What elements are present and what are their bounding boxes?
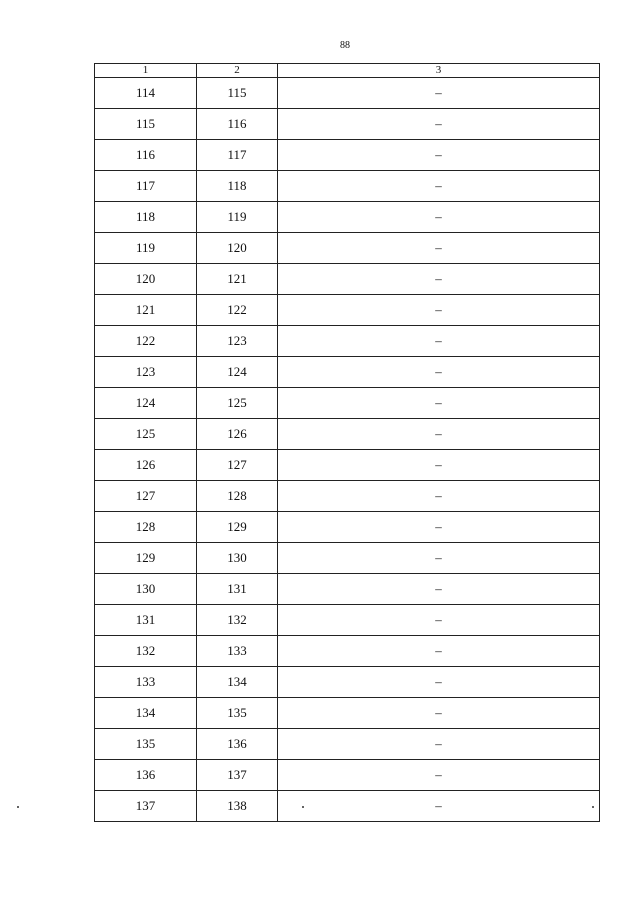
table-row [95, 636, 600, 667]
header-row [95, 64, 600, 78]
table-cell-col-3: – [278, 543, 600, 574]
table-cell-col-2: 115 [197, 78, 278, 109]
table-row [95, 140, 600, 171]
column-header-1: 1 [95, 64, 197, 78]
table-cell-col-3: – [278, 109, 600, 140]
table-cell-col-1: 132 [95, 636, 197, 667]
table-cell-col-1: 117 [95, 171, 197, 202]
table-row [95, 574, 600, 605]
table-cell-col-1: 133 [95, 667, 197, 698]
table-row [95, 512, 600, 543]
column-header-2: 2 [197, 64, 278, 78]
table-cell-col-3: – [278, 512, 600, 543]
table-row [95, 295, 600, 326]
table-cell-col-2: 135 [197, 698, 278, 729]
table-cell-col-2: 133 [197, 636, 278, 667]
table-cell-col-3: – [278, 481, 600, 512]
table-cell-col-1: 127 [95, 481, 197, 512]
table-cell-col-2: 136 [197, 729, 278, 760]
table-row [95, 264, 600, 295]
scan-speck [302, 806, 304, 808]
table-cell-col-3: – [278, 295, 600, 326]
table-cell-col-2: 137 [197, 760, 278, 791]
data-table [94, 63, 600, 822]
table-cell-col-2: 128 [197, 481, 278, 512]
table-cell-col-3: – [278, 202, 600, 233]
table-cell-col-1: 114 [95, 78, 197, 109]
table-header [95, 64, 600, 78]
table-row [95, 543, 600, 574]
scan-speck [592, 806, 594, 808]
table-row [95, 109, 600, 140]
table-cell-col-3: – [278, 605, 600, 636]
table-cell-col-3: – [278, 636, 600, 667]
table-cell-col-1: 124 [95, 388, 197, 419]
table-row [95, 698, 600, 729]
table-row [95, 667, 600, 698]
table-cell-col-2: 119 [197, 202, 278, 233]
table-row [95, 171, 600, 202]
table-row [95, 729, 600, 760]
table-row [95, 78, 600, 109]
page-number: 88 [340, 40, 350, 51]
table-row [95, 791, 600, 822]
table-cell-col-1: 118 [95, 202, 197, 233]
column-header-3: 3 [278, 64, 600, 78]
table-cell-col-3: – [278, 791, 600, 822]
table-row [95, 419, 600, 450]
table-cell-col-2: 132 [197, 605, 278, 636]
table-cell-col-1: 122 [95, 326, 197, 357]
table-cell-col-1: 134 [95, 698, 197, 729]
table-cell-col-3: – [278, 419, 600, 450]
table-cell-col-1: 123 [95, 357, 197, 388]
table-cell-col-2: 131 [197, 574, 278, 605]
table-cell-col-3: – [278, 450, 600, 481]
table-cell-col-3: – [278, 171, 600, 202]
table-cell-col-3: – [278, 140, 600, 171]
table-cell-col-3: – [278, 574, 600, 605]
table-cell-col-2: 116 [197, 109, 278, 140]
table-cell-col-2: 123 [197, 326, 278, 357]
table-cell-col-2: 129 [197, 512, 278, 543]
table-cell-col-3: – [278, 388, 600, 419]
table-cell-col-3: – [278, 760, 600, 791]
table-cell-col-1: 135 [95, 729, 197, 760]
table-row [95, 450, 600, 481]
table-cell-col-1: 121 [95, 295, 197, 326]
table-cell-col-3: – [278, 264, 600, 295]
table-cell-col-1: 131 [95, 605, 197, 636]
table-cell-col-2: 122 [197, 295, 278, 326]
table-row [95, 357, 600, 388]
table-cell-col-2: 126 [197, 419, 278, 450]
table-cell-col-1: 137 [95, 791, 197, 822]
table-cell-col-1: 116 [95, 140, 197, 171]
table-cell-col-2: 124 [197, 357, 278, 388]
table-cell-col-3: – [278, 357, 600, 388]
table-cell-col-1: 126 [95, 450, 197, 481]
table-cell-col-2: 127 [197, 450, 278, 481]
table-cell-col-2: 120 [197, 233, 278, 264]
table-cell-col-2: 121 [197, 264, 278, 295]
table-cell-col-1: 130 [95, 574, 197, 605]
table-cell-col-1: 115 [95, 109, 197, 140]
table-cell-col-1: 119 [95, 233, 197, 264]
table-cell-col-1: 129 [95, 543, 197, 574]
table-cell-col-3: – [278, 326, 600, 357]
table-cell-col-1: 136 [95, 760, 197, 791]
table-row [95, 760, 600, 791]
table-cell-col-2: 118 [197, 171, 278, 202]
table-row [95, 388, 600, 419]
table-cell-col-3: – [278, 667, 600, 698]
table-cell-col-3: – [278, 729, 600, 760]
table-row [95, 202, 600, 233]
table-cell-col-1: 120 [95, 264, 197, 295]
table-cell-col-3: – [278, 233, 600, 264]
table-cell-col-3: – [278, 698, 600, 729]
table-cell-col-3: – [278, 78, 600, 109]
table-cell-col-1: 125 [95, 419, 197, 450]
table-row [95, 326, 600, 357]
table-body [95, 78, 600, 822]
table-row [95, 481, 600, 512]
table-cell-col-2: 125 [197, 388, 278, 419]
table-cell-col-2: 134 [197, 667, 278, 698]
table-row [95, 233, 600, 264]
table-cell-col-2: 117 [197, 140, 278, 171]
table-cell-col-1: 128 [95, 512, 197, 543]
table-row [95, 605, 600, 636]
table-cell-col-2: 130 [197, 543, 278, 574]
table-cell-col-2: 138 [197, 791, 278, 822]
scan-speck [17, 806, 19, 808]
